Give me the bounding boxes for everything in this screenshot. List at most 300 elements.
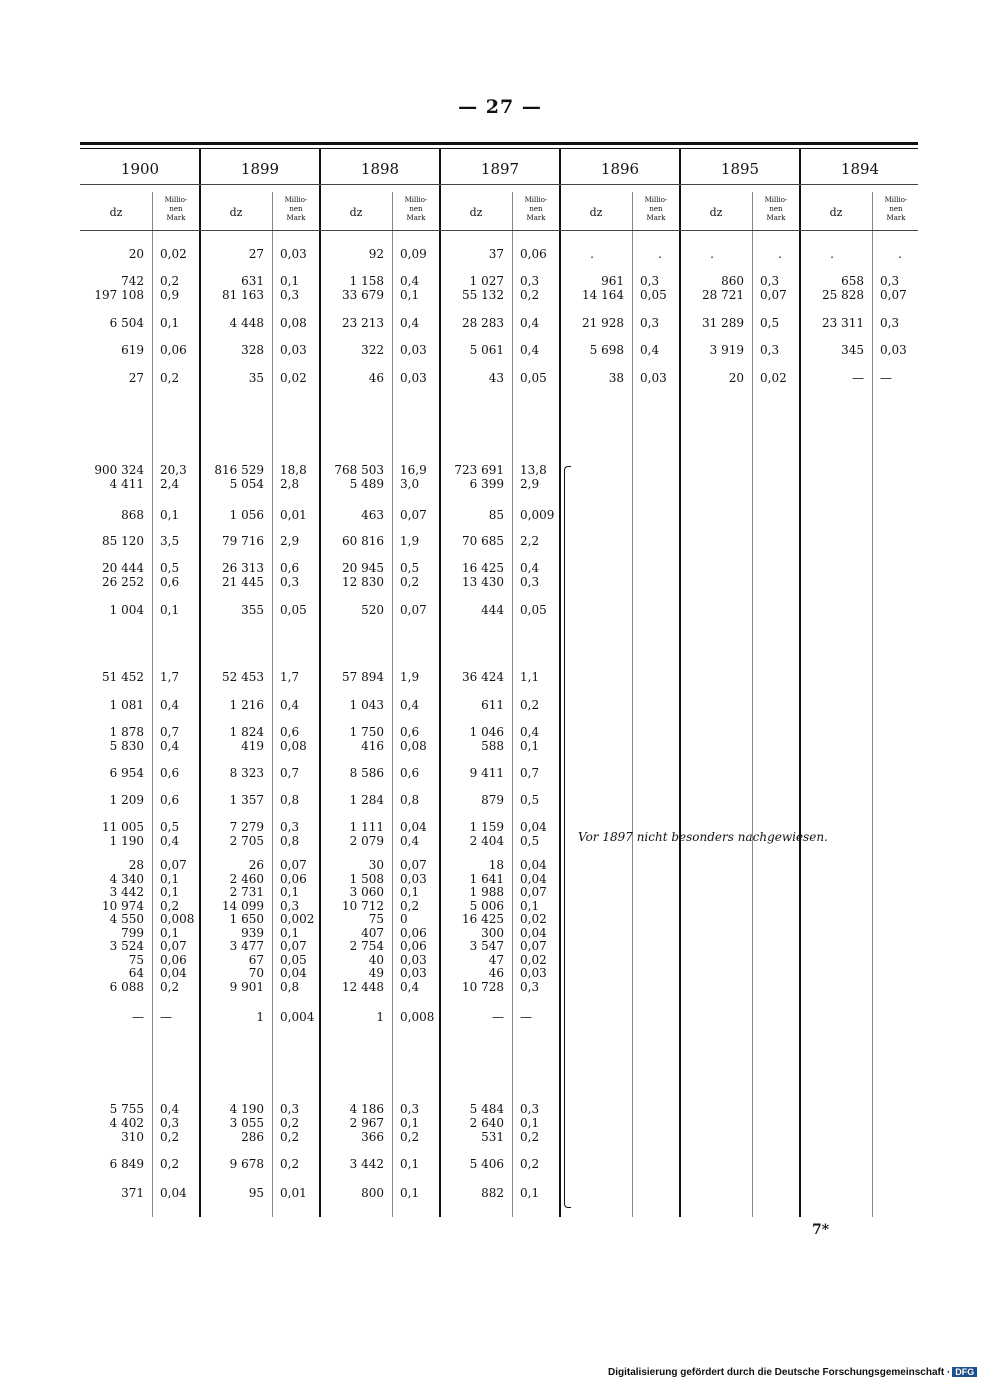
cell-quantity: 36 424: [462, 670, 504, 684]
table-row: [80, 477, 918, 491]
cell-value: .: [658, 247, 662, 261]
cell-value: 1,9: [400, 670, 420, 684]
cell-quantity: 10 712: [342, 899, 384, 913]
cell-quantity: 18: [488, 858, 504, 872]
cell-value: 0,2: [160, 980, 180, 994]
cell-quantity: 12 830: [342, 575, 384, 589]
footer-text: Digitalisierung gefördert durch die Deutsche Forschungsgemeinschaft ·: [608, 1367, 951, 1378]
cell-quantity: 16 425: [462, 561, 504, 575]
cell-value: 0,4: [520, 725, 540, 739]
cell-quantity: 631: [241, 274, 264, 288]
cell-quantity: 75: [368, 912, 384, 926]
cell-quantity: 27: [248, 247, 264, 261]
cell-quantity: 1 111: [349, 820, 384, 834]
cell-value: 0,7: [160, 725, 180, 739]
cell-value: 0,3: [280, 1102, 300, 1116]
cell-quantity: —: [852, 371, 864, 385]
cell-value: 0,05: [280, 603, 307, 617]
table-row: [80, 858, 918, 872]
cell-quantity: 1 508: [349, 872, 384, 886]
table-row: [80, 912, 918, 926]
cell-quantity: 3 442: [349, 1157, 384, 1171]
cell-quantity: 2 967: [349, 1116, 384, 1130]
cell-value: 0,08: [280, 739, 307, 753]
cell-quantity: 38: [608, 371, 624, 385]
cell-value: 0,5: [400, 561, 420, 575]
year-header: 1894: [840, 160, 880, 178]
cell-value: 0,6: [280, 561, 300, 575]
cell-value: .: [898, 247, 902, 261]
cell-value: 0,3: [640, 316, 660, 330]
cell-quantity: 2 754: [349, 939, 384, 953]
table-row: [80, 739, 918, 753]
cell-value: 0,06: [160, 953, 187, 967]
cell-value: 0,03: [640, 371, 667, 385]
cell-value: 0,08: [400, 739, 427, 753]
cell-quantity: 355: [241, 603, 264, 617]
cell-value: 0,07: [400, 508, 427, 522]
cell-quantity: 26: [248, 858, 264, 872]
cell-quantity: 60 816: [342, 534, 384, 548]
cell-value: 0,4: [280, 698, 300, 712]
cell-quantity: 31 289: [702, 316, 744, 330]
cell-value: 0,07: [520, 885, 547, 899]
cell-quantity: 1 357: [229, 793, 264, 807]
cell-quantity: 619: [121, 343, 144, 357]
table-row: [80, 463, 918, 477]
cell-quantity: 868: [121, 508, 144, 522]
cell-quantity: 21 928: [582, 316, 624, 330]
table-row: [80, 980, 918, 994]
cell-quantity: 3 547: [469, 939, 504, 953]
cell-value: 0,008: [400, 1010, 435, 1024]
year-header: 1895: [720, 160, 760, 178]
cell-value: 0,03: [520, 966, 547, 980]
bracket: [564, 466, 571, 1208]
cell-value: 0,5: [520, 793, 540, 807]
unit-dz: dz: [109, 206, 123, 219]
cell-value: 0,4: [520, 343, 540, 357]
table-row: [80, 953, 918, 967]
table-row: [80, 1130, 918, 1144]
cell-quantity: 310: [121, 1130, 144, 1144]
cell-value: 0,6: [160, 793, 180, 807]
cell-quantity: 49: [368, 966, 384, 980]
table-row: [80, 793, 918, 807]
table-row: [80, 939, 918, 953]
cell-value: 0,3: [280, 575, 300, 589]
cell-value: 0,07: [160, 939, 187, 953]
table-body: [80, 142, 918, 1217]
cell-quantity: 23 213: [342, 316, 384, 330]
unit-dz: dz: [829, 206, 843, 219]
cell-value: 0,3: [520, 980, 540, 994]
cell-quantity: 5 489: [349, 477, 384, 491]
cell-value: 0,5: [160, 561, 180, 575]
cell-quantity: .: [590, 247, 594, 261]
cell-quantity: 79 716: [222, 534, 264, 548]
cell-value: 0,1: [520, 899, 540, 913]
cell-value: 0,2: [160, 1130, 180, 1144]
cell-value: 0,6: [160, 575, 180, 589]
cell-value: 2,9: [520, 477, 540, 491]
cell-quantity: 444: [481, 603, 504, 617]
cell-value: 0,01: [280, 1186, 307, 1200]
table-row: [80, 343, 918, 357]
cell-quantity: .: [830, 247, 834, 261]
cell-quantity: 12 448: [342, 980, 384, 994]
cell-quantity: 3 919: [709, 343, 744, 357]
table-row: [80, 926, 918, 940]
cell-value: 0,5: [160, 820, 180, 834]
cell-quantity: 407: [361, 926, 384, 940]
cell-value: 0,1: [160, 872, 180, 886]
cell-quantity: 4 190: [229, 1102, 264, 1116]
cell-value: 0,1: [520, 1186, 540, 1200]
cell-value: 0,2: [280, 1116, 300, 1130]
cell-quantity: 6 088: [109, 980, 144, 994]
cell-value: 0,04: [160, 966, 187, 980]
cell-quantity: 879: [481, 793, 504, 807]
cell-value: 0,07: [760, 288, 787, 302]
unit-dz: dz: [469, 206, 483, 219]
cell-quantity: 4 402: [109, 1116, 144, 1130]
cell-value: 0,2: [160, 1157, 180, 1171]
cell-value: 0,1: [160, 316, 180, 330]
cell-value: 0: [400, 912, 408, 926]
cell-value: 0,04: [520, 872, 547, 886]
cell-quantity: —: [132, 1010, 144, 1024]
cell-value: 0,4: [160, 698, 180, 712]
cell-value: 1,7: [160, 670, 180, 684]
cell-value: 0,1: [160, 885, 180, 899]
cell-quantity: .: [710, 247, 714, 261]
cell-value: 2,8: [280, 477, 300, 491]
unit-mark: Millio- nen Mark: [644, 196, 668, 222]
cell-quantity: 658: [841, 274, 864, 288]
cell-value: 0,5: [760, 316, 780, 330]
cell-value: 0,03: [400, 966, 427, 980]
cell-quantity: 1 056: [229, 508, 264, 522]
table-row: [80, 1186, 918, 1200]
cell-value: —: [160, 1010, 172, 1024]
unit-mark: Millio- nen Mark: [164, 196, 188, 222]
cell-value: 0,1: [160, 508, 180, 522]
cell-quantity: 85: [488, 508, 504, 522]
page-number: — 27 —: [458, 96, 542, 118]
cell-quantity: 768 503: [334, 463, 384, 477]
cell-quantity: 3 442: [109, 885, 144, 899]
cell-quantity: 3 060: [349, 885, 384, 899]
cell-value: 0,8: [280, 980, 300, 994]
cell-value: 0,1: [160, 926, 180, 940]
cell-value: 0,4: [400, 834, 420, 848]
cell-value: 0,1: [400, 288, 420, 302]
cell-value: 0,4: [640, 343, 660, 357]
cell-value: 16,9: [400, 463, 427, 477]
cell-value: 0,04: [160, 1186, 187, 1200]
cell-value: 0,4: [160, 1102, 180, 1116]
cell-value: 20,3: [160, 463, 187, 477]
table-row: [80, 885, 918, 899]
table-row: [80, 508, 918, 522]
unit-mark: Millio- nen Mark: [884, 196, 908, 222]
unit-mark: Millio- nen Mark: [404, 196, 428, 222]
unit-mark: Millio- nen Mark: [524, 196, 548, 222]
cell-value: 0,1: [400, 1186, 420, 1200]
cell-value: 0,07: [280, 939, 307, 953]
cell-quantity: 2 404: [469, 834, 504, 848]
cell-quantity: 20 945: [342, 561, 384, 575]
cell-value: 0,03: [280, 343, 307, 357]
cell-quantity: 67: [248, 953, 264, 967]
cell-quantity: 1 081: [109, 698, 144, 712]
cell-value: 0,06: [280, 872, 307, 886]
cell-quantity: 531: [481, 1130, 504, 1144]
cell-quantity: 9 901: [229, 980, 264, 994]
unit-dz: dz: [349, 206, 363, 219]
cell-value: 0,2: [520, 288, 540, 302]
table-row: [80, 561, 918, 575]
cell-value: 0,02: [520, 912, 547, 926]
unit-dz: dz: [229, 206, 243, 219]
cell-quantity: 2 079: [349, 834, 384, 848]
cell-value: 0,8: [400, 793, 420, 807]
cell-value: 0,2: [520, 698, 540, 712]
cell-value: 0,04: [520, 820, 547, 834]
cell-value: 0,09: [400, 247, 427, 261]
cell-value: 0,2: [400, 1130, 420, 1144]
cell-quantity: 6 399: [469, 477, 504, 491]
cell-quantity: 1 824: [229, 725, 264, 739]
cell-value: 0,07: [520, 939, 547, 953]
cell-value: 0,6: [400, 725, 420, 739]
cell-value: 0,2: [280, 1157, 300, 1171]
cell-quantity: 51 452: [102, 670, 144, 684]
cell-quantity: 1 027: [469, 274, 504, 288]
cell-value: 0,1: [520, 739, 540, 753]
cell-value: 0,2: [400, 575, 420, 589]
cell-quantity: 75: [128, 953, 144, 967]
cell-quantity: 300: [481, 926, 504, 940]
cell-quantity: 5 061: [469, 343, 504, 357]
cell-value: 0,7: [280, 766, 300, 780]
cell-value: 0,1: [520, 1116, 540, 1130]
cell-value: 0,2: [400, 899, 420, 913]
cell-value: 0,2: [160, 274, 180, 288]
cell-quantity: 2 705: [229, 834, 264, 848]
cell-quantity: 70: [248, 966, 264, 980]
table-row: [80, 1157, 918, 1171]
cell-value: 0,008: [160, 912, 195, 926]
cell-quantity: 13 430: [462, 575, 504, 589]
cell-quantity: 16 425: [462, 912, 504, 926]
cell-quantity: 4 340: [109, 872, 144, 886]
cell-quantity: 21 445: [222, 575, 264, 589]
cell-value: 0,03: [280, 247, 307, 261]
cell-value: 0,9: [160, 288, 180, 302]
cell-quantity: 416: [361, 739, 384, 753]
cell-value: 1,9: [400, 534, 420, 548]
table-row: [80, 1010, 918, 1024]
cell-quantity: 14 099: [222, 899, 264, 913]
cell-quantity: 26 252: [102, 575, 144, 589]
year-header: 1897: [480, 160, 520, 178]
cell-value: 0,3: [880, 274, 900, 288]
cell-value: 0,3: [520, 1102, 540, 1116]
cell-quantity: 3 055: [229, 1116, 264, 1130]
cell-quantity: 1 159: [469, 820, 504, 834]
cell-value: 0,06: [400, 939, 427, 953]
footer: [608, 1367, 977, 1378]
cell-value: 0,3: [160, 1116, 180, 1130]
cell-value: 0,07: [400, 603, 427, 617]
cell-value: 0,2: [520, 1157, 540, 1171]
cell-quantity: 3 524: [109, 939, 144, 953]
cell-quantity: 4 186: [349, 1102, 384, 1116]
cell-quantity: 1 284: [349, 793, 384, 807]
cell-value: 0,1: [280, 274, 300, 288]
cell-quantity: 33 679: [342, 288, 384, 302]
cell-value: 0,04: [520, 858, 547, 872]
cell-value: 0,4: [400, 274, 420, 288]
cell-quantity: 52 453: [222, 670, 264, 684]
cell-quantity: 30: [368, 858, 384, 872]
cell-value: 0,5: [520, 834, 540, 848]
cell-value: 0,07: [400, 858, 427, 872]
cell-value: 0,4: [520, 561, 540, 575]
cell-quantity: 46: [488, 966, 504, 980]
cell-quantity: 46: [368, 371, 384, 385]
cell-value: 0,02: [280, 371, 307, 385]
cell-quantity: 371: [121, 1186, 144, 1200]
cell-value: 0,03: [400, 371, 427, 385]
table-row: [80, 247, 918, 261]
cell-value: —: [520, 1010, 532, 1024]
cell-quantity: 1 750: [349, 725, 384, 739]
cell-quantity: 8 586: [349, 766, 384, 780]
table-row: [80, 766, 918, 780]
cell-value: 0,004: [280, 1010, 315, 1024]
dfg-logo: DFG: [952, 1367, 977, 1377]
cell-value: 0,4: [400, 316, 420, 330]
cell-value: 0,3: [640, 274, 660, 288]
cell-quantity: 20: [728, 371, 744, 385]
cell-value: —: [880, 371, 892, 385]
cell-quantity: 800: [361, 1186, 384, 1200]
unit-dz: dz: [709, 206, 723, 219]
cell-value: 0,3: [400, 1102, 420, 1116]
cell-quantity: 57 894: [342, 670, 384, 684]
cell-quantity: 10 728: [462, 980, 504, 994]
unit-mark: Millio- nen Mark: [764, 196, 788, 222]
cell-value: 0,4: [160, 739, 180, 753]
cell-quantity: 4 448: [229, 316, 264, 330]
cell-quantity: 85 120: [102, 534, 144, 548]
cell-quantity: 92: [368, 247, 384, 261]
cell-value: 0,03: [400, 872, 427, 886]
cell-quantity: 1 004: [109, 603, 144, 617]
year-header: 1900: [120, 160, 160, 178]
cell-quantity: 5 054: [229, 477, 264, 491]
cell-quantity: 939: [241, 926, 264, 940]
cell-quantity: 8 323: [229, 766, 264, 780]
cell-value: 1,1: [520, 670, 540, 684]
cell-quantity: 611: [481, 698, 504, 712]
table-row: [80, 899, 918, 913]
table-row: [80, 725, 918, 739]
cell-value: 0,3: [280, 899, 300, 913]
cell-quantity: 419: [241, 739, 264, 753]
cell-value: 0,02: [160, 247, 187, 261]
cell-value: 0,3: [760, 274, 780, 288]
cell-quantity: 6 954: [109, 766, 144, 780]
cell-quantity: 1: [376, 1010, 384, 1024]
cell-value: 0,05: [520, 371, 547, 385]
cell-value: 0,08: [280, 316, 307, 330]
cell-value: 0,4: [160, 834, 180, 848]
cell-value: 0,04: [520, 926, 547, 940]
cell-value: 3,5: [160, 534, 180, 548]
year-header: 1896: [600, 160, 640, 178]
cell-quantity: 1 046: [469, 725, 504, 739]
cell-quantity: 4 550: [109, 912, 144, 926]
cell-quantity: 882: [481, 1186, 504, 1200]
cell-value: 0,2: [160, 899, 180, 913]
cell-quantity: 900 324: [94, 463, 144, 477]
cell-quantity: 328: [241, 343, 264, 357]
cell-quantity: 6 849: [109, 1157, 144, 1171]
table-row: [80, 670, 918, 684]
cell-quantity: 860: [721, 274, 744, 288]
cell-quantity: 20 444: [102, 561, 144, 575]
cell-value: 0,04: [280, 966, 307, 980]
cell-quantity: 3 477: [229, 939, 264, 953]
cell-quantity: 47: [488, 953, 504, 967]
cell-value: 0,07: [880, 288, 907, 302]
sheet-mark: 7*: [812, 1222, 830, 1238]
cell-value: 0,3: [520, 274, 540, 288]
table-row: [80, 603, 918, 617]
cell-quantity: 7 279: [229, 820, 264, 834]
cell-quantity: 799: [121, 926, 144, 940]
cell-value: 0,4: [520, 316, 540, 330]
cell-quantity: —: [492, 1010, 504, 1024]
cell-value: 0,04: [400, 820, 427, 834]
cell-quantity: 5 755: [109, 1102, 144, 1116]
cell-quantity: 961: [601, 274, 624, 288]
cell-value: 0,8: [280, 834, 300, 848]
cell-quantity: 1 216: [229, 698, 264, 712]
cell-quantity: 81 163: [222, 288, 264, 302]
cell-value: 0,8: [280, 793, 300, 807]
cell-value: 0,4: [400, 980, 420, 994]
cell-value: 0,002: [280, 912, 315, 926]
table-row: [80, 288, 918, 302]
cell-value: 0,1: [400, 1157, 420, 1171]
cell-quantity: 40: [368, 953, 384, 967]
cell-value: 0,3: [520, 575, 540, 589]
cell-value: 0,02: [760, 371, 787, 385]
cell-value: 0,3: [880, 316, 900, 330]
cell-quantity: 2 731: [229, 885, 264, 899]
cell-quantity: 1 209: [109, 793, 144, 807]
cell-quantity: 37: [488, 247, 504, 261]
cell-value: 0,05: [520, 603, 547, 617]
cell-quantity: 1 641: [469, 872, 504, 886]
bracket-note: Vor 1897 nicht besonders nachgewiesen.: [578, 830, 828, 844]
cell-quantity: 43: [488, 371, 504, 385]
